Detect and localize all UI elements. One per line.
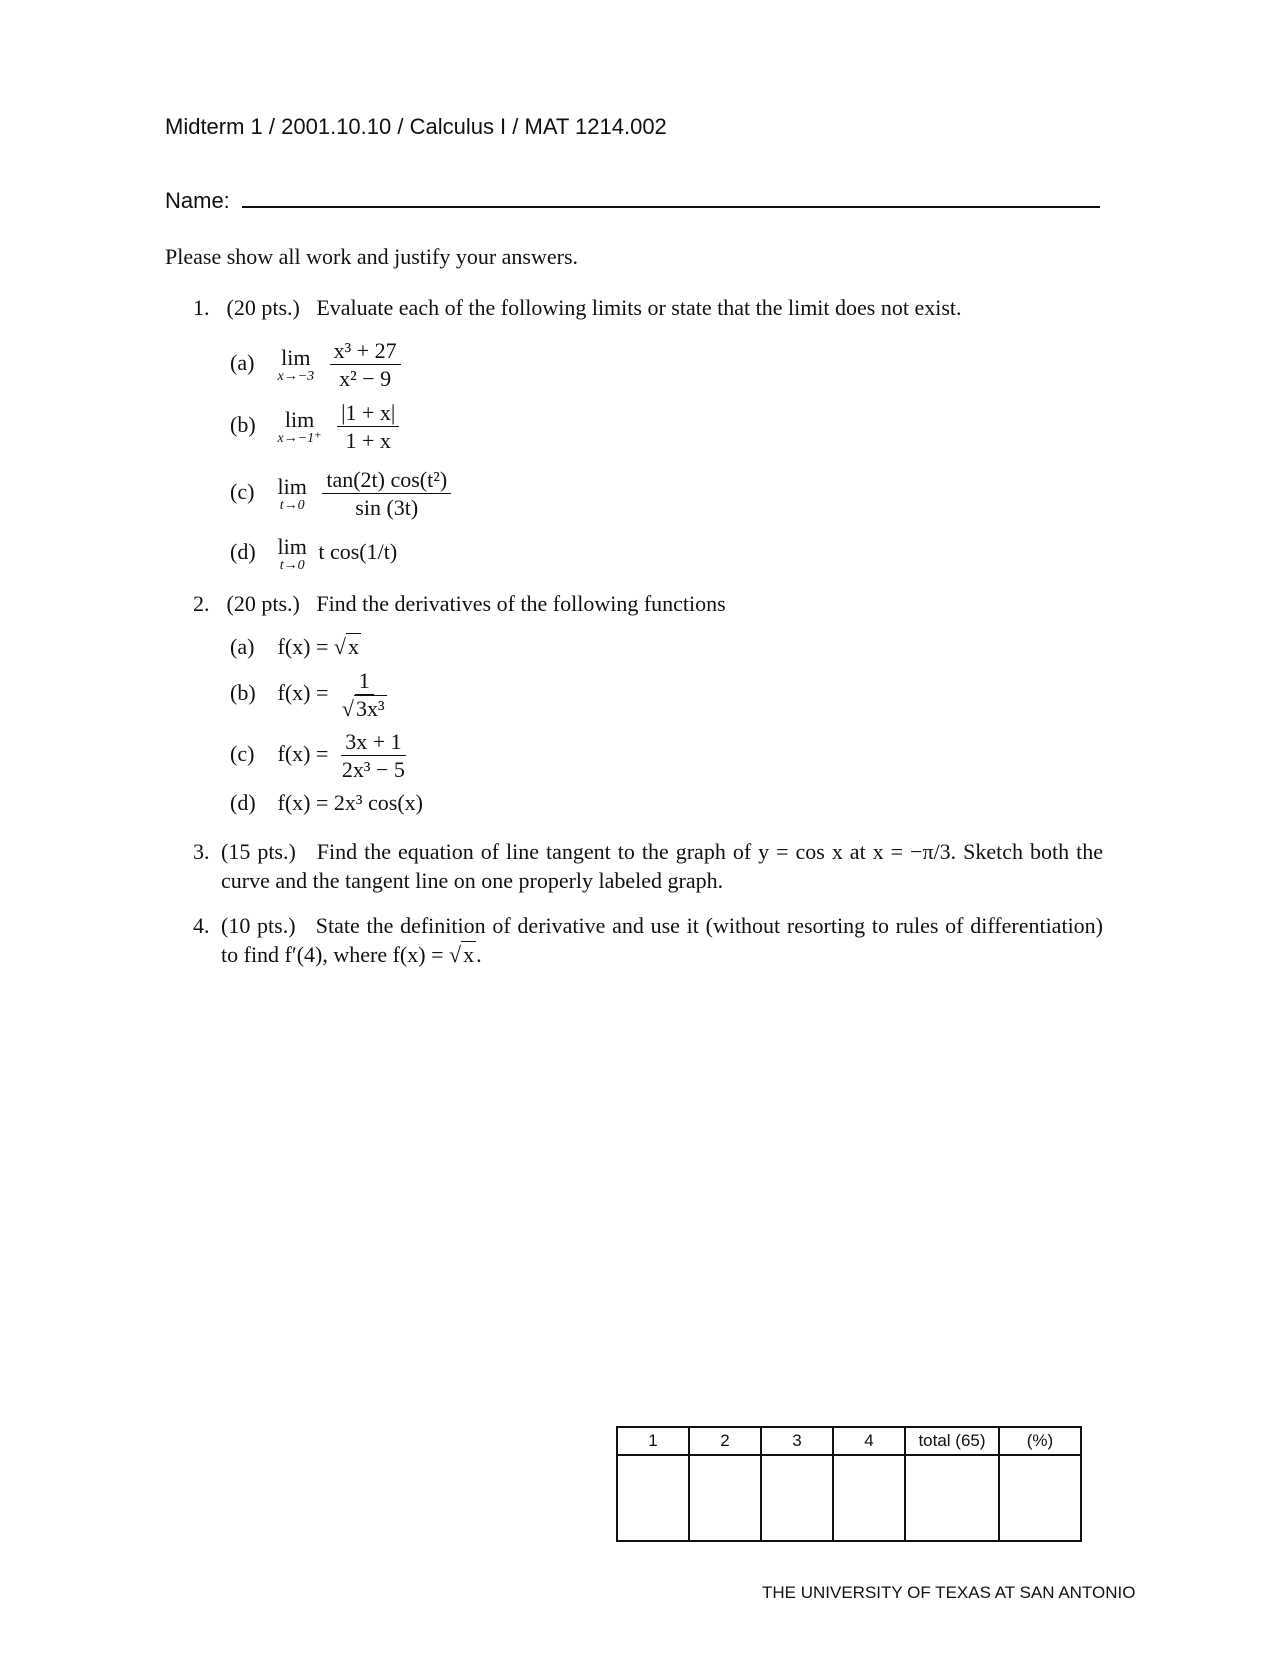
numerator: x³ + 27 [330, 338, 401, 365]
problem-1c [230, 467, 455, 521]
score-cell-total[interactable] [905, 1455, 999, 1541]
score-table [616, 1426, 1082, 1542]
square-root: √x [448, 941, 475, 967]
score-header-1: 1 [617, 1427, 689, 1455]
score-header-2: 2 [689, 1427, 761, 1455]
lhs: f(x) = [277, 790, 329, 815]
lhs: f(x) = [277, 634, 329, 659]
numerator: |1 + x| [337, 400, 399, 427]
lhs: f(x) = [277, 740, 329, 766]
fraction [322, 467, 451, 521]
score-header-4: 4 [833, 1427, 905, 1455]
lim-word: lim [277, 473, 307, 499]
part-label: (c) [230, 478, 255, 504]
problem-text: Evaluate each of the following limits or state that the limit does not exist. [316, 295, 962, 320]
square-root: √x [333, 634, 359, 659]
radicand: x [463, 941, 475, 967]
limit [278, 535, 307, 573]
score-cell-2[interactable] [689, 1455, 761, 1541]
problem-points: (10 pts.) [221, 913, 296, 938]
problem-number: 2. [193, 591, 210, 616]
numerator: 1 [355, 668, 374, 695]
score-header-percent: (%) [999, 1427, 1081, 1455]
lim-word: lim [284, 406, 315, 432]
lim-word: lim [281, 344, 311, 370]
radicand: x [347, 634, 359, 659]
problem-number: 4. [193, 913, 210, 938]
part-label: (d) [230, 790, 256, 815]
name-label: Name: [165, 188, 230, 213]
problem-number: 3. [193, 839, 210, 864]
denominator: x² − 9 [339, 366, 392, 392]
score-cell-1[interactable] [617, 1455, 689, 1541]
problem-text: Find the equation of line tangent to the graph of y = cos x at x = −π/3. Sketch both the curve and the tangent line on one properly labeled graph. [221, 839, 1104, 893]
part-label: (b) [230, 411, 256, 437]
square-root: √3x³ [341, 696, 385, 722]
problem-4 [193, 912, 1103, 969]
problem-1d [230, 535, 397, 573]
part-label: (b) [230, 679, 256, 705]
expression: 2x³ cos(x) [333, 790, 423, 815]
lim-approach: x→−1⁺ [277, 430, 322, 446]
problem-points: (20 pts.) [226, 591, 300, 616]
problem-1b [230, 400, 403, 454]
problem-2a [230, 634, 361, 660]
denominator [338, 695, 391, 721]
part-label: (c) [230, 740, 255, 766]
problem-1a [230, 338, 405, 392]
lim-word: lim [277, 534, 307, 559]
instructions: Please show all work and justify your answers. [165, 244, 579, 269]
score-header-total: total (65) [905, 1427, 999, 1455]
lim-approach: t→0 [279, 558, 305, 574]
lim-approach: t→0 [279, 497, 305, 513]
numerator: tan(2t) cos(t²) [322, 467, 451, 494]
radicand: 3x³ [355, 696, 385, 722]
part-label: (a) [230, 634, 255, 659]
denominator: 1 + x [345, 428, 391, 454]
limit [278, 408, 322, 446]
name-line[interactable] [242, 206, 1100, 208]
problem-3 [193, 838, 1103, 895]
problem-text: Find the derivatives of the following functions [316, 591, 726, 616]
fraction [338, 668, 391, 722]
fraction [330, 338, 401, 392]
numerator: 3x + 1 [341, 729, 405, 756]
part-label: (d) [230, 539, 256, 565]
score-cell-3[interactable] [761, 1455, 833, 1541]
problem-number: 1. [193, 295, 210, 320]
problem-points: (15 pts.) [221, 839, 296, 864]
expression: t cos(1/t) [318, 539, 398, 565]
lhs: f(x) = [277, 679, 329, 705]
score-header-row [617, 1427, 1081, 1455]
limit [278, 475, 307, 513]
period: . [476, 941, 482, 967]
limit [278, 346, 315, 384]
score-cell-4[interactable] [833, 1455, 905, 1541]
problem-1 [193, 294, 1103, 323]
problem-2c [230, 729, 413, 783]
denominator: sin (3t) [355, 495, 419, 521]
score-cell-percent[interactable] [999, 1455, 1081, 1541]
problem-2b [230, 668, 395, 722]
problem-points: (20 pts.) [226, 295, 300, 320]
part-label: (a) [230, 349, 255, 375]
lim-approach: x→−3 [277, 368, 315, 384]
problem-2 [193, 590, 1103, 619]
exam-header: Midterm 1 / 2001.10.10 / Calculus I / MAT 1214.002 [165, 114, 667, 139]
fraction [338, 729, 409, 783]
problem-text: State the definition of derivative and use it (without resorting to rules of differentiation) to find f′(4), where f(x) = [221, 913, 1104, 967]
score-header-3: 3 [761, 1427, 833, 1455]
problem-2d [230, 790, 423, 816]
fraction [337, 400, 399, 454]
denominator: 2x³ − 5 [341, 757, 405, 783]
university-footer: THE UNIVERSITY OF TEXAS AT SAN ANTONIO [762, 1583, 1136, 1602]
score-entry-row [617, 1455, 1081, 1541]
